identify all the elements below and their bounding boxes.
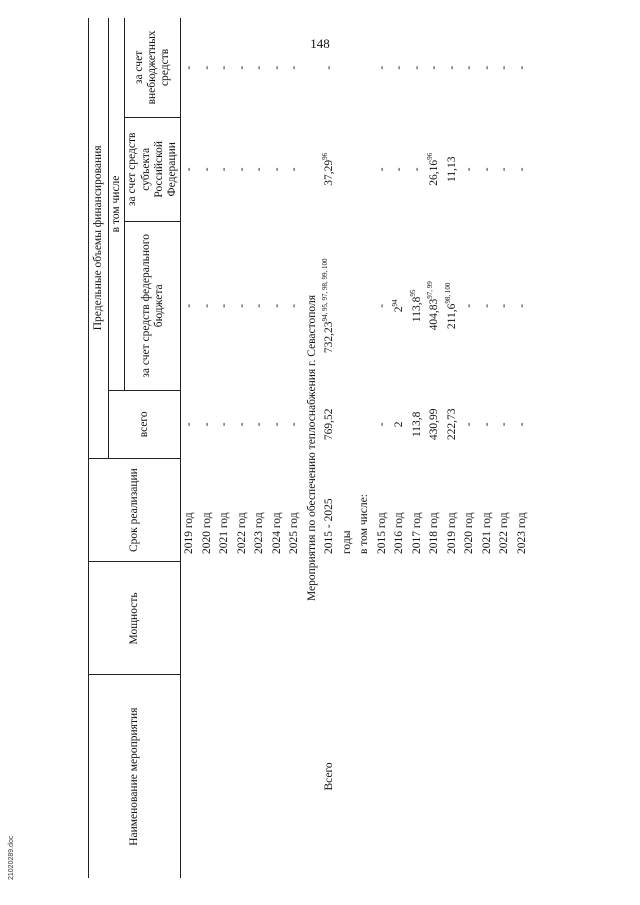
summary-term-years: годы — [340, 530, 353, 554]
term-cell: 2016 год — [393, 512, 406, 554]
financing-table — [88, 18, 531, 878]
federal-cell — [374, 221, 392, 390]
extra-cell: - — [445, 65, 458, 70]
table-row — [181, 18, 199, 878]
table-row — [199, 18, 217, 878]
regional-cell: - — [253, 167, 266, 172]
table-row — [234, 18, 252, 878]
federal-cell: - — [218, 303, 231, 308]
table-body — [181, 18, 532, 878]
total-cell: 2 — [393, 421, 406, 428]
table-header — [89, 18, 181, 878]
regional-cell — [496, 117, 514, 221]
summary-name: Всего — [323, 762, 336, 791]
term-cell: 2019 год — [445, 512, 458, 554]
header-extra: за счет внебюджетных средств — [125, 18, 181, 117]
regional-cell — [409, 117, 427, 221]
regional-cell — [374, 117, 392, 221]
table-row — [426, 18, 444, 878]
table-row — [286, 18, 304, 878]
total-cell: - — [288, 422, 301, 427]
federal-cell — [409, 221, 427, 390]
table-row — [444, 18, 462, 878]
summary-row — [321, 18, 339, 878]
table-row — [479, 18, 497, 878]
regional-cell — [479, 117, 497, 221]
federal-value: 211,6 — [445, 303, 458, 330]
header-total: всего — [109, 390, 181, 458]
federal-value: 404,83 — [428, 298, 441, 331]
table-row — [409, 18, 427, 878]
federal-cell: - — [200, 303, 213, 308]
total-cell: - — [480, 422, 493, 427]
total-cell: - — [253, 422, 266, 427]
extra-cell: - — [183, 65, 196, 70]
header-term: Срок реализации — [89, 458, 181, 562]
regional-value: - — [463, 167, 476, 172]
federal-value: - — [498, 303, 511, 308]
extra-cell: - — [288, 65, 301, 70]
regional-cell: - — [288, 167, 301, 172]
summary-regional-value: 37,29 — [323, 159, 336, 186]
federal-footnote: 98, 100 — [444, 282, 453, 304]
header-funding: Предельные объемы финансирования — [89, 18, 109, 458]
extra-cell: - — [515, 65, 528, 70]
total-cell: - — [515, 422, 528, 427]
header-regional: за счет средств субъекта Российской Федерации — [125, 117, 181, 221]
regional-value: - — [375, 167, 388, 172]
federal-value: - — [375, 303, 388, 308]
table-row — [216, 18, 234, 878]
regional-cell — [514, 117, 532, 221]
federal-cell — [461, 221, 479, 390]
federal-cell: - — [235, 303, 248, 308]
term-cell: 2017 год — [410, 512, 423, 554]
section-title: Мероприятия по обеспечению теплоснабжения г. Севастополя — [305, 294, 318, 602]
extra-cell: - — [200, 65, 213, 70]
federal-cell — [391, 221, 409, 390]
term-cell: 2023 год — [515, 512, 528, 554]
total-cell: - — [270, 422, 283, 427]
extra-cell: - — [393, 65, 406, 70]
table-row — [461, 18, 479, 878]
extra-cell: - — [218, 65, 231, 70]
table-row — [391, 18, 409, 878]
term-cell: 2015 год — [375, 512, 388, 554]
table-row — [269, 18, 287, 878]
federal-cell — [514, 221, 532, 390]
total-cell: - — [218, 422, 231, 427]
header-power: Мощность — [89, 562, 181, 675]
total-cell: 113,8 — [410, 411, 423, 438]
federal-cell — [496, 221, 514, 390]
extra-cell: - — [270, 65, 283, 70]
regional-cell: - — [270, 167, 283, 172]
term-cell: 2022 год — [235, 512, 248, 554]
term-cell: 2023 год — [253, 512, 266, 554]
header-federal: за счет средств федерального бюджета — [125, 221, 181, 390]
regional-value: 26,16 — [428, 159, 441, 186]
extra-cell: - — [375, 65, 388, 70]
extra-cell: - — [235, 65, 248, 70]
federal-footnote: 95 — [409, 289, 418, 297]
summary-federal-value: 732,23 — [323, 321, 336, 354]
federal-cell: - — [183, 303, 196, 308]
term-cell: 2020 год — [200, 512, 213, 554]
rotated-table-container — [88, 18, 608, 878]
extra-cell: - — [498, 65, 511, 70]
federal-value: - — [480, 303, 493, 308]
regional-cell: - — [183, 167, 196, 172]
extra-cell: - — [253, 65, 266, 70]
term-cell: 2019 год — [183, 512, 196, 554]
federal-cell: - — [253, 303, 266, 308]
table-row — [496, 18, 514, 878]
federal-value: 113,8 — [410, 296, 423, 323]
total-cell: 430,99 — [428, 408, 441, 441]
total-cell: - — [463, 422, 476, 427]
table-row — [514, 18, 532, 878]
total-cell: 222,73 — [445, 408, 458, 441]
summary-federal-footnote: 94, 95, 97, 98, 99, 100 — [321, 258, 330, 322]
total-cell: - — [375, 422, 388, 427]
total-cell: - — [200, 422, 213, 427]
total-cell: - — [498, 422, 511, 427]
regional-cell — [426, 117, 444, 221]
term-cell: 2021 год — [218, 512, 231, 554]
section-title-row — [304, 18, 322, 878]
extra-cell: - — [480, 65, 493, 70]
regional-value: 11,13 — [445, 156, 458, 182]
summary-federal — [321, 221, 339, 390]
federal-cell: - — [270, 303, 283, 308]
term-cell: 2020 год — [463, 512, 476, 554]
term-cell: 2021 год — [480, 512, 493, 554]
regional-value: - — [498, 167, 511, 172]
total-cell: - — [235, 422, 248, 427]
federal-footnote: 94 — [391, 299, 400, 307]
federal-value: 2 — [393, 306, 406, 313]
federal-cell: - — [288, 303, 301, 308]
term-cell: 2024 год — [270, 512, 283, 554]
table-row — [374, 18, 392, 878]
including-row — [356, 18, 374, 878]
regional-footnote: 96 — [426, 152, 435, 160]
summary-extra: - — [323, 65, 336, 70]
extra-cell: - — [428, 65, 441, 70]
federal-cell — [444, 221, 462, 390]
summary-total: 769,52 — [323, 408, 336, 441]
header-including: в том числе — [109, 18, 125, 390]
federal-footnote: 97, 99 — [426, 281, 435, 299]
regional-value: - — [410, 167, 423, 172]
regional-cell — [391, 117, 409, 221]
term-cell: 2025 год — [288, 512, 301, 554]
regional-cell: - — [200, 167, 213, 172]
term-cell: 2022 год — [498, 512, 511, 554]
table-row — [251, 18, 269, 878]
total-cell: - — [183, 422, 196, 427]
federal-cell — [479, 221, 497, 390]
regional-value: - — [393, 167, 406, 172]
regional-cell — [444, 117, 462, 221]
federal-value: - — [463, 303, 476, 308]
page-number: 148 — [310, 36, 330, 51]
including-label: в том числе: — [358, 494, 371, 554]
document-reference: 21020289.doc — [8, 835, 15, 880]
header-name: Наименование мероприятия — [89, 675, 181, 878]
summary-regional — [321, 117, 339, 221]
summary-term: 2015 - 2025 — [323, 498, 336, 554]
federal-value: - — [515, 303, 528, 308]
federal-cell — [426, 221, 444, 390]
regional-cell: - — [235, 167, 248, 172]
term-cell: 2018 год — [428, 512, 441, 554]
extra-cell: - — [463, 65, 476, 70]
regional-value: - — [515, 167, 528, 172]
summary-row-continued — [339, 18, 357, 878]
summary-regional-footnote: 96 — [321, 152, 330, 160]
regional-value: - — [480, 167, 493, 172]
extra-cell: - — [410, 65, 423, 70]
regional-cell: - — [218, 167, 231, 172]
regional-cell — [461, 117, 479, 221]
